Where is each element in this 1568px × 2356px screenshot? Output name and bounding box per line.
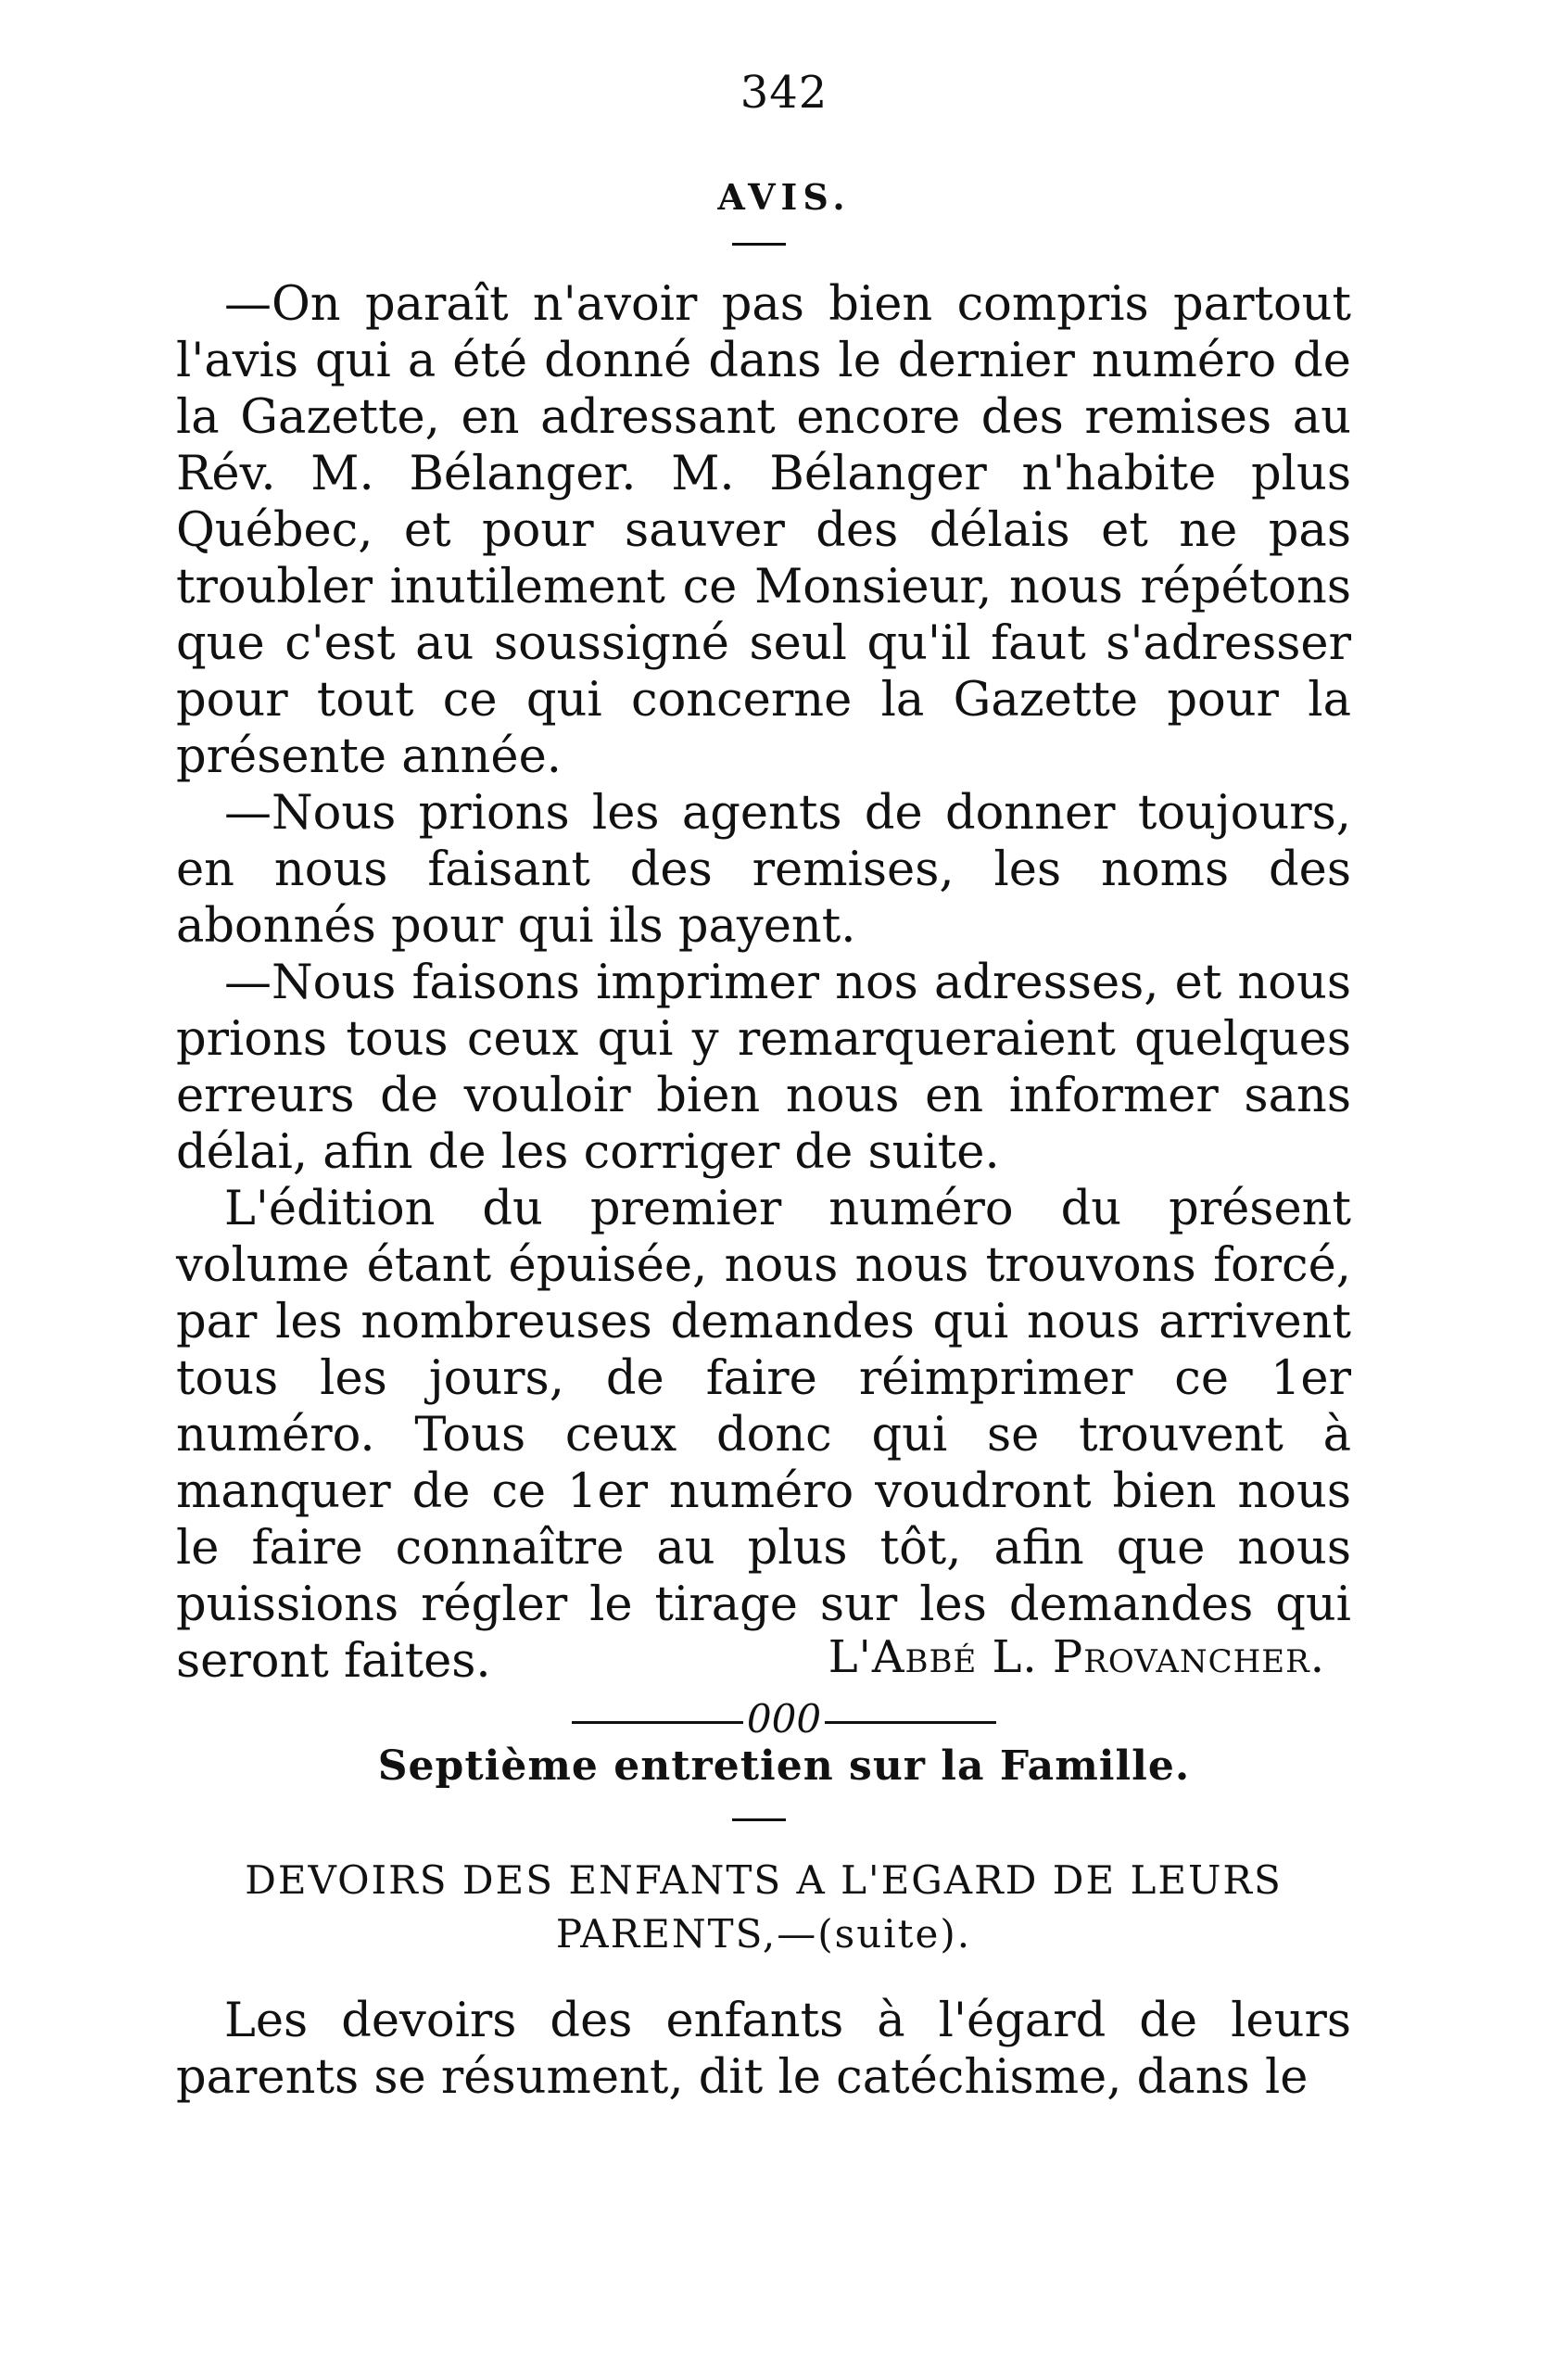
avis-paragraph-1: —On paraît n'avoir pas bien compris partout l'avis qui a été donné dans le dernier numéro de la Gazette, en adressant encore des remises au Rév. M. Bélanger. M. Bélanger n'habite plus Québec, et pour sauver des délais et ne pas troubler inutilement ce Monsieur, nous répétons que c'est au soussigné seul qu'il faut s'adresser pour tout ce qui concerne la Gazette pour la présente année. bbox=[176, 277, 1351, 784]
avis-paragraph-4: L'édition du premier numéro du présent volume étant épuisée, nous nous trouvons forcé, par les nombreuses demandes qui nous arrivent tous les jours, de faire réimprimer ce 1er numéro. Tous ceux donc qui se trouvent à manquer de ce 1er numéro voudront bien nous le faire connaître au plus tôt, afin que nous puissions régler le tirage sur les demandes qui seront faites. bbox=[176, 1182, 1351, 1689]
separator-line-left bbox=[572, 1721, 743, 1724]
avis-body bbox=[176, 276, 1351, 1690]
section-paragraph-1: Les devoirs des enfants à l'égard de leurs parents se résument, dit le catéchisme, dans le bbox=[176, 1994, 1351, 2105]
section-separator bbox=[0, 1696, 1568, 1742]
title-rule bbox=[732, 243, 786, 246]
separator-line-right bbox=[825, 1721, 996, 1724]
section-title: Septième entretien sur la Famille. bbox=[377, 1742, 1191, 1790]
separator-mark: 000 bbox=[746, 1696, 822, 1742]
avis-paragraph-2: —Nous prions les agents de donner toujours, en nous faisant des remises, les noms des abonnés pour qui ils payent. bbox=[176, 786, 1351, 954]
avis-title: AVIS. bbox=[717, 176, 851, 218]
section-subtitle: DEVOIRS DES ENFANTS A L'EGARD DE LEURS PARENTS,—(suite). bbox=[245, 1857, 1283, 1957]
page-number: 342 bbox=[740, 67, 828, 119]
avis-paragraph-3: —Nous faisons imprimer nos adresses, et nous prions tous ceux qui y remarqueraient quelques erreurs de vouloir bien nous en informer sans délai, afin de les corriger de suite. bbox=[176, 956, 1351, 1180]
signature: L'Abbé L. Provancher. bbox=[828, 1631, 1325, 1683]
section-rule bbox=[732, 1818, 786, 1821]
section-body bbox=[176, 1993, 1351, 2106]
